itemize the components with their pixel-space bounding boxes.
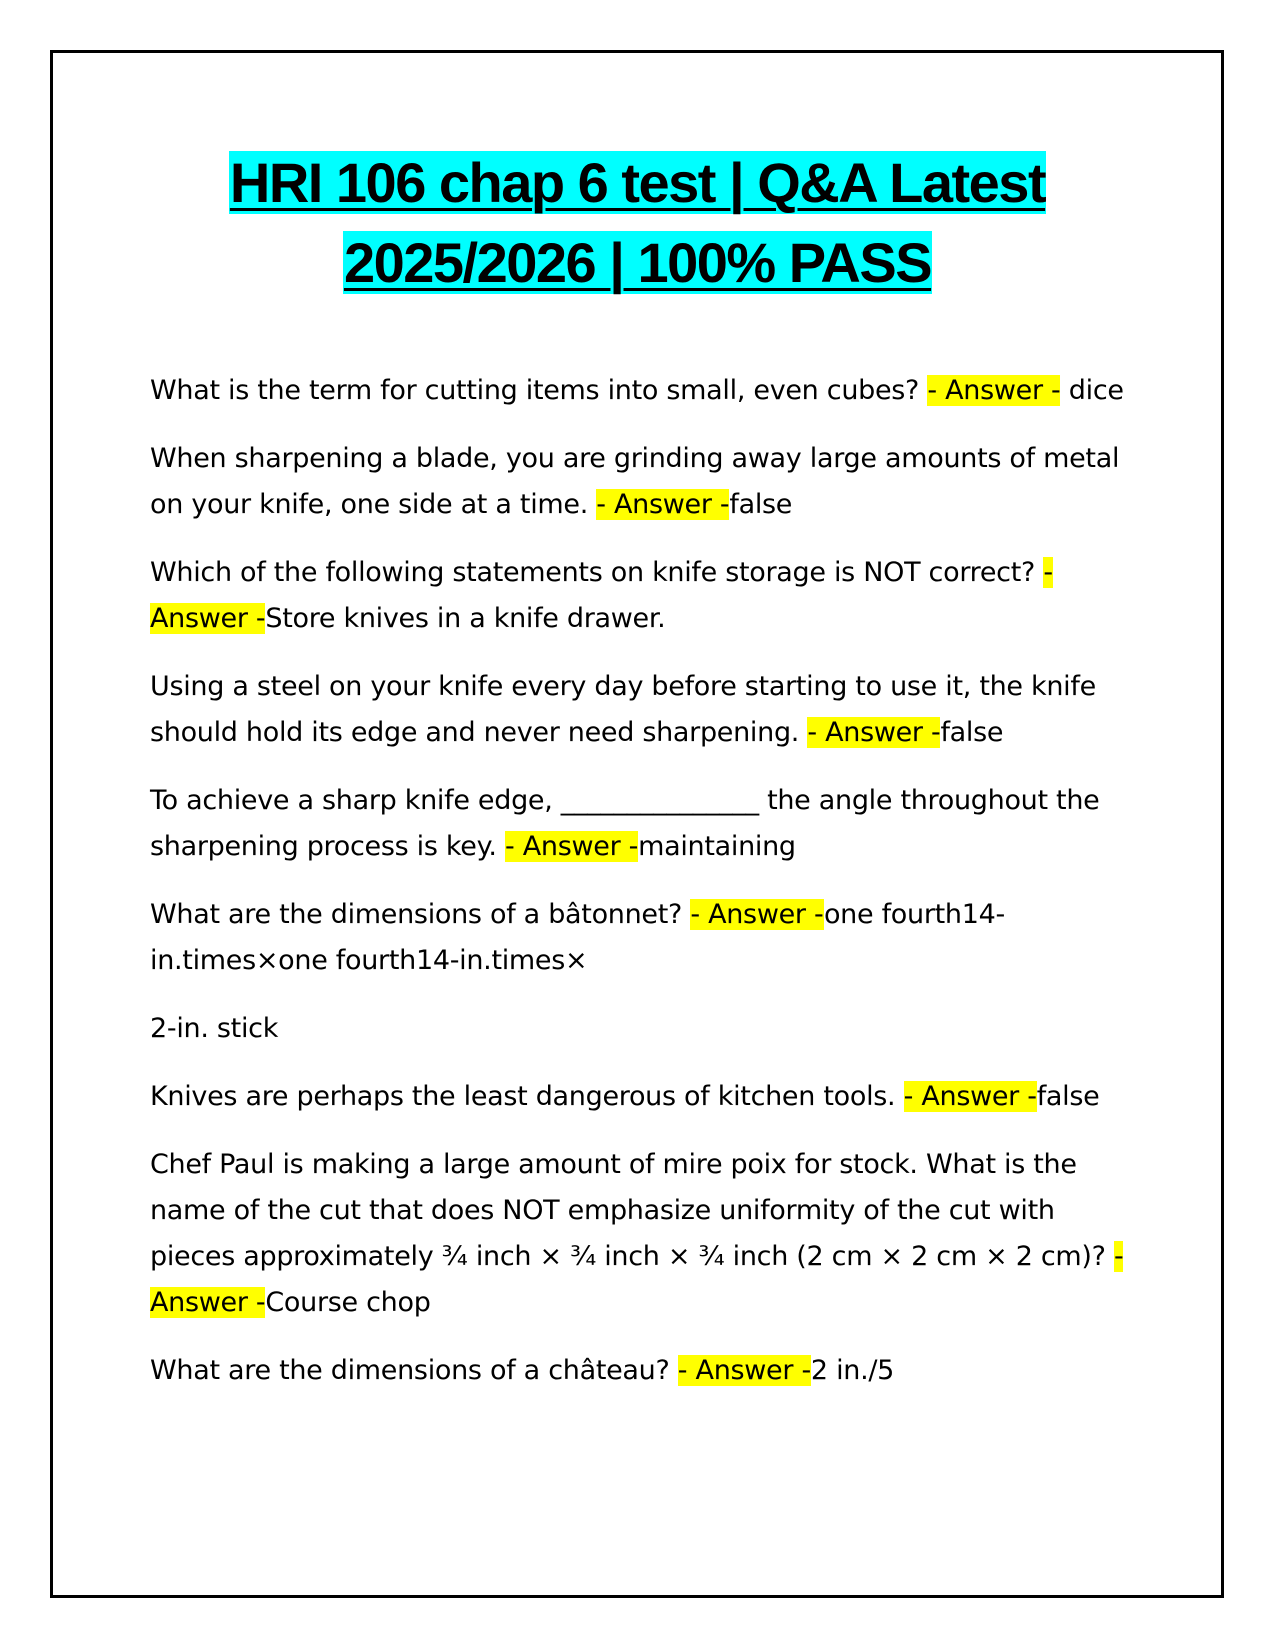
question-text: Knives are perhaps the least dangerous of kitchen tools. [150,1081,904,1112]
answer-text: one fourth14-in.times×one fourth14-in.times× [150,899,1005,976]
answer-marker: - Answer - [596,489,730,520]
question-text: To achieve a sharp knife edge, _______________ the angle throughout the sharpening process is key. [150,785,1100,862]
qa-list [150,368,1130,1416]
plain-line: 2-in. stick [150,1013,279,1044]
answer-text: Course chop [265,1287,431,1318]
question-text: Which of the following statements on knife storage is NOT correct? [150,557,1044,588]
qa-item-5 [150,778,1130,870]
question-text: What are the dimensions of a château? [150,1355,678,1386]
answer-marker: - Answer - [807,717,941,748]
qa-item-7 [150,1074,1130,1120]
answer-marker: - Answer - [927,375,1061,406]
answer-text: maintaining [638,831,796,862]
answer-marker: - Answer - [150,557,1053,634]
qa-item-8 [150,1142,1130,1326]
answer-text: false [729,489,793,520]
document-title [80,143,1195,303]
answer-marker: - Answer - [690,899,824,930]
answer-marker: - Answer - [677,1355,811,1386]
answer-text: dice [1068,375,1124,406]
answer-marker: - Answer - [505,831,639,862]
question-text: Using a steel on your knife every day before starting to use it, the knife should hold its edge and never need sharpening. [150,671,1096,748]
answer-text: false [940,717,1004,748]
answer-text: Store knives in a knife drawer. [265,603,666,634]
answer-marker: - Answer - [903,1081,1037,1112]
qa-item-2 [150,436,1130,528]
qa-item-6 [150,892,1130,984]
qa-item-1 [150,368,1130,414]
question-text: What are the dimensions of a bâtonnet? [150,899,691,930]
question-text: What is the term for cutting items into small, even cubes? [150,375,928,406]
title-line-2: 2025/2026 | 100% PASS [343,231,932,294]
question-text: When sharpening a blade, you are grinding away large amounts of metal on your knife, one side at a time. [150,443,1120,520]
qa-item-3 [150,550,1130,642]
qa-item-4 [150,664,1130,756]
question-text: Chef Paul is making a large amount of mire poix for stock. What is the name of the cut that does NOT emphasize uniformity of the cut with pieces approximately ¾ inch × ¾ inch × ¾ inch (2 cm × 2 cm × 2 cm)? [150,1149,1114,1272]
title-line-1: HRI 106 chap 6 test | Q&A Latest [229,151,1046,214]
qa-item-9 [150,1348,1130,1394]
answer-marker: - Answer - [150,1241,1124,1318]
answer-text: 2 in./5 [810,1355,895,1386]
answer-text: false [1036,1081,1100,1112]
